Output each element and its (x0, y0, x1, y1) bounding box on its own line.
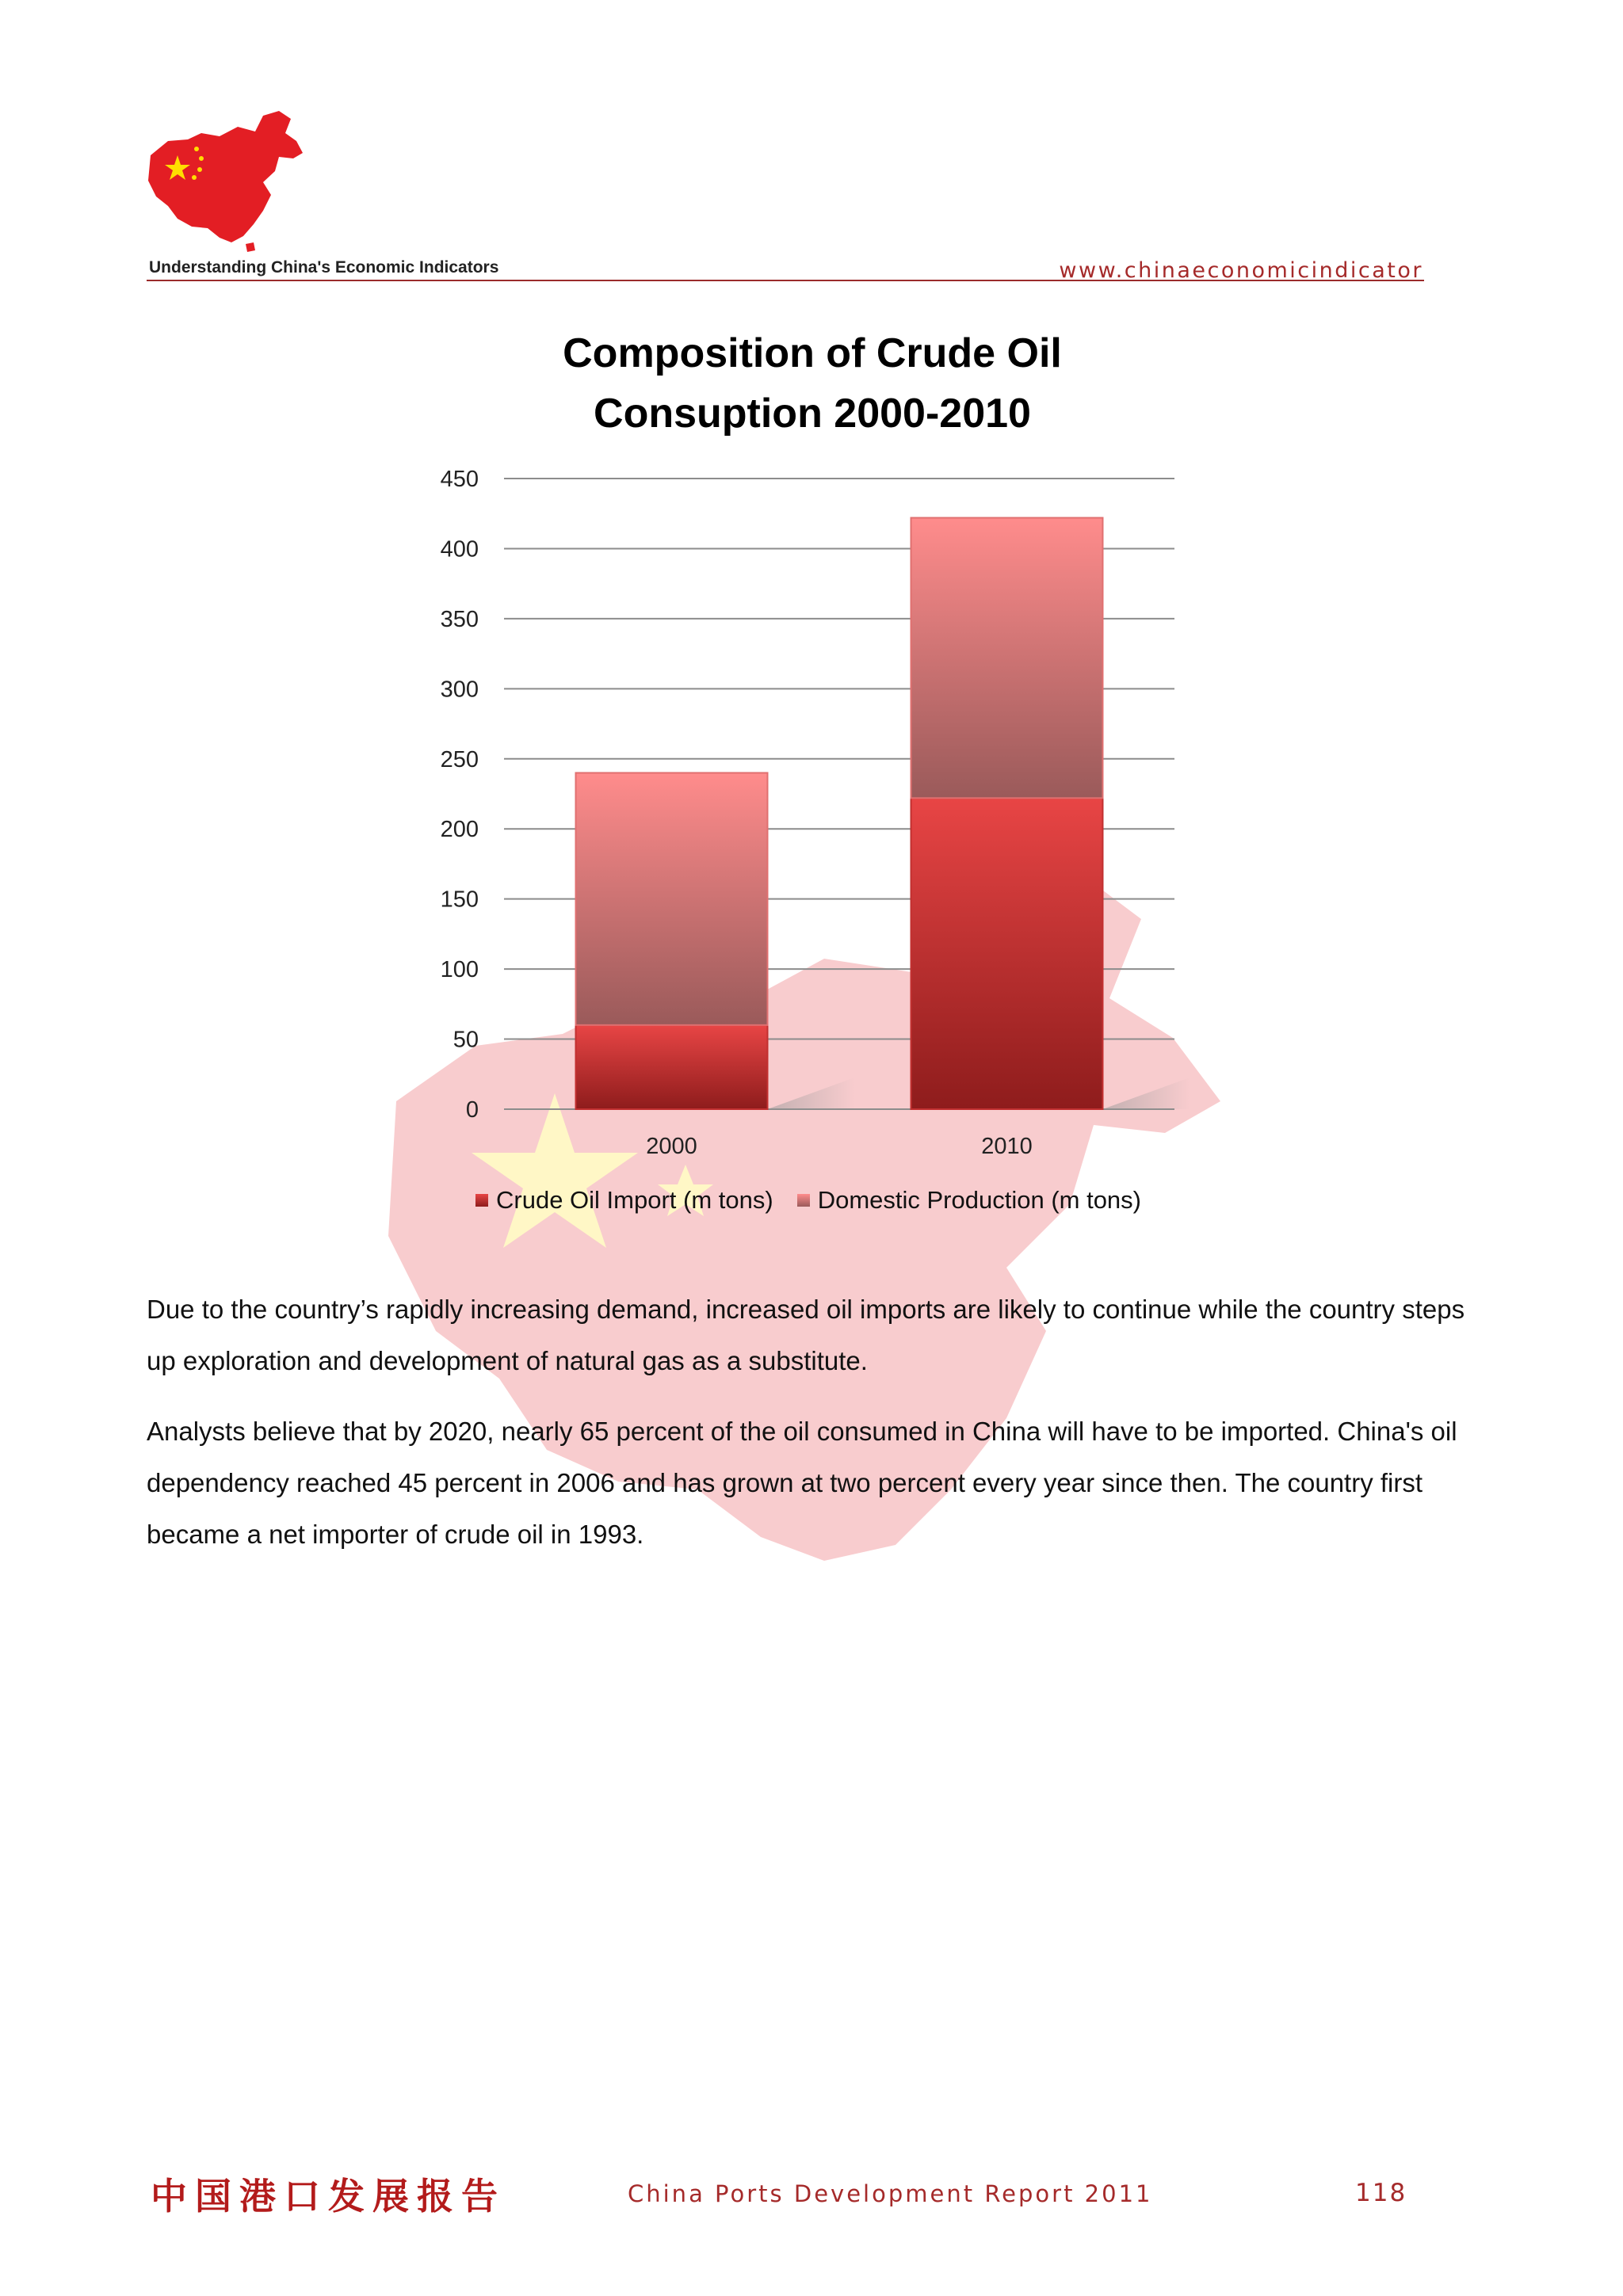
y-tick-label-250: 250 (440, 746, 479, 772)
body-paragraph-2: Analysts believe that by 2020, nearly 65 percent of the oil consumed in China will have to be imported. China's oil dependency reached 45 percent in 2006 and has grown at two percent every year since then. The country first became a net importer of crude oil in 1993. (147, 1417, 1457, 1549)
legend-swatch-domestic (797, 1194, 810, 1207)
chart-title-line-1: Composition of Crude Oil (563, 330, 1062, 376)
y-tick-label-400: 400 (440, 536, 479, 563)
y-tick-label-350: 350 (440, 606, 479, 632)
bar-shadow-2000 (768, 1077, 855, 1109)
x-tick-label-2000: 2000 (646, 1134, 697, 1159)
header-tagline: Understanding China's Economic Indicators (149, 258, 499, 277)
bar-import-2010 (911, 798, 1103, 1109)
footer-report-title: China Ports Development Report 2011 (628, 2180, 1153, 2207)
y-axis-ticks (441, 467, 479, 1123)
chart-title-line-2: Consuption 2000-2010 (594, 391, 1031, 437)
legend-item-domestic (797, 1186, 1141, 1215)
site-url-link[interactable]: www.chinaeconomicindicator (1059, 258, 1423, 283)
legend-label-domestic: Domestic Production (m tons) (817, 1186, 1142, 1214)
y-tick-label-300: 300 (440, 677, 479, 703)
body-paragraph-1: Due to the country’s rapidly increasing demand, increased oil imports are likely to continue while the country steps up exploration and development of natural gas as a substitute. (147, 1295, 1465, 1375)
legend-swatch-import (475, 1194, 488, 1207)
y-tick-label-50: 50 (453, 1027, 479, 1053)
page-number: 118 (1355, 2179, 1407, 2207)
x-tick-label-2010: 2010 (981, 1134, 1033, 1159)
y-tick-label-200: 200 (440, 817, 479, 843)
chart-legend (475, 1186, 1155, 1215)
bar-domestic-2010 (911, 518, 1103, 799)
y-tick-label-150: 150 (440, 887, 479, 913)
y-tick-label-450: 450 (440, 467, 479, 492)
bar-import-2000 (576, 1025, 768, 1109)
footer-chinese-title: 中国港口发展报告 (151, 2175, 506, 2218)
x-axis-labels (646, 1134, 1033, 1159)
bar-shadow-2010 (1103, 1077, 1190, 1109)
legend-item-import (475, 1186, 773, 1215)
bars (576, 518, 1190, 1109)
y-tick-label-0: 0 (465, 1097, 479, 1123)
legend-label-import: Crude Oil Import (m tons) (496, 1186, 773, 1214)
bar-domestic-2000 (576, 772, 768, 1024)
y-tick-label-100: 100 (440, 957, 479, 983)
